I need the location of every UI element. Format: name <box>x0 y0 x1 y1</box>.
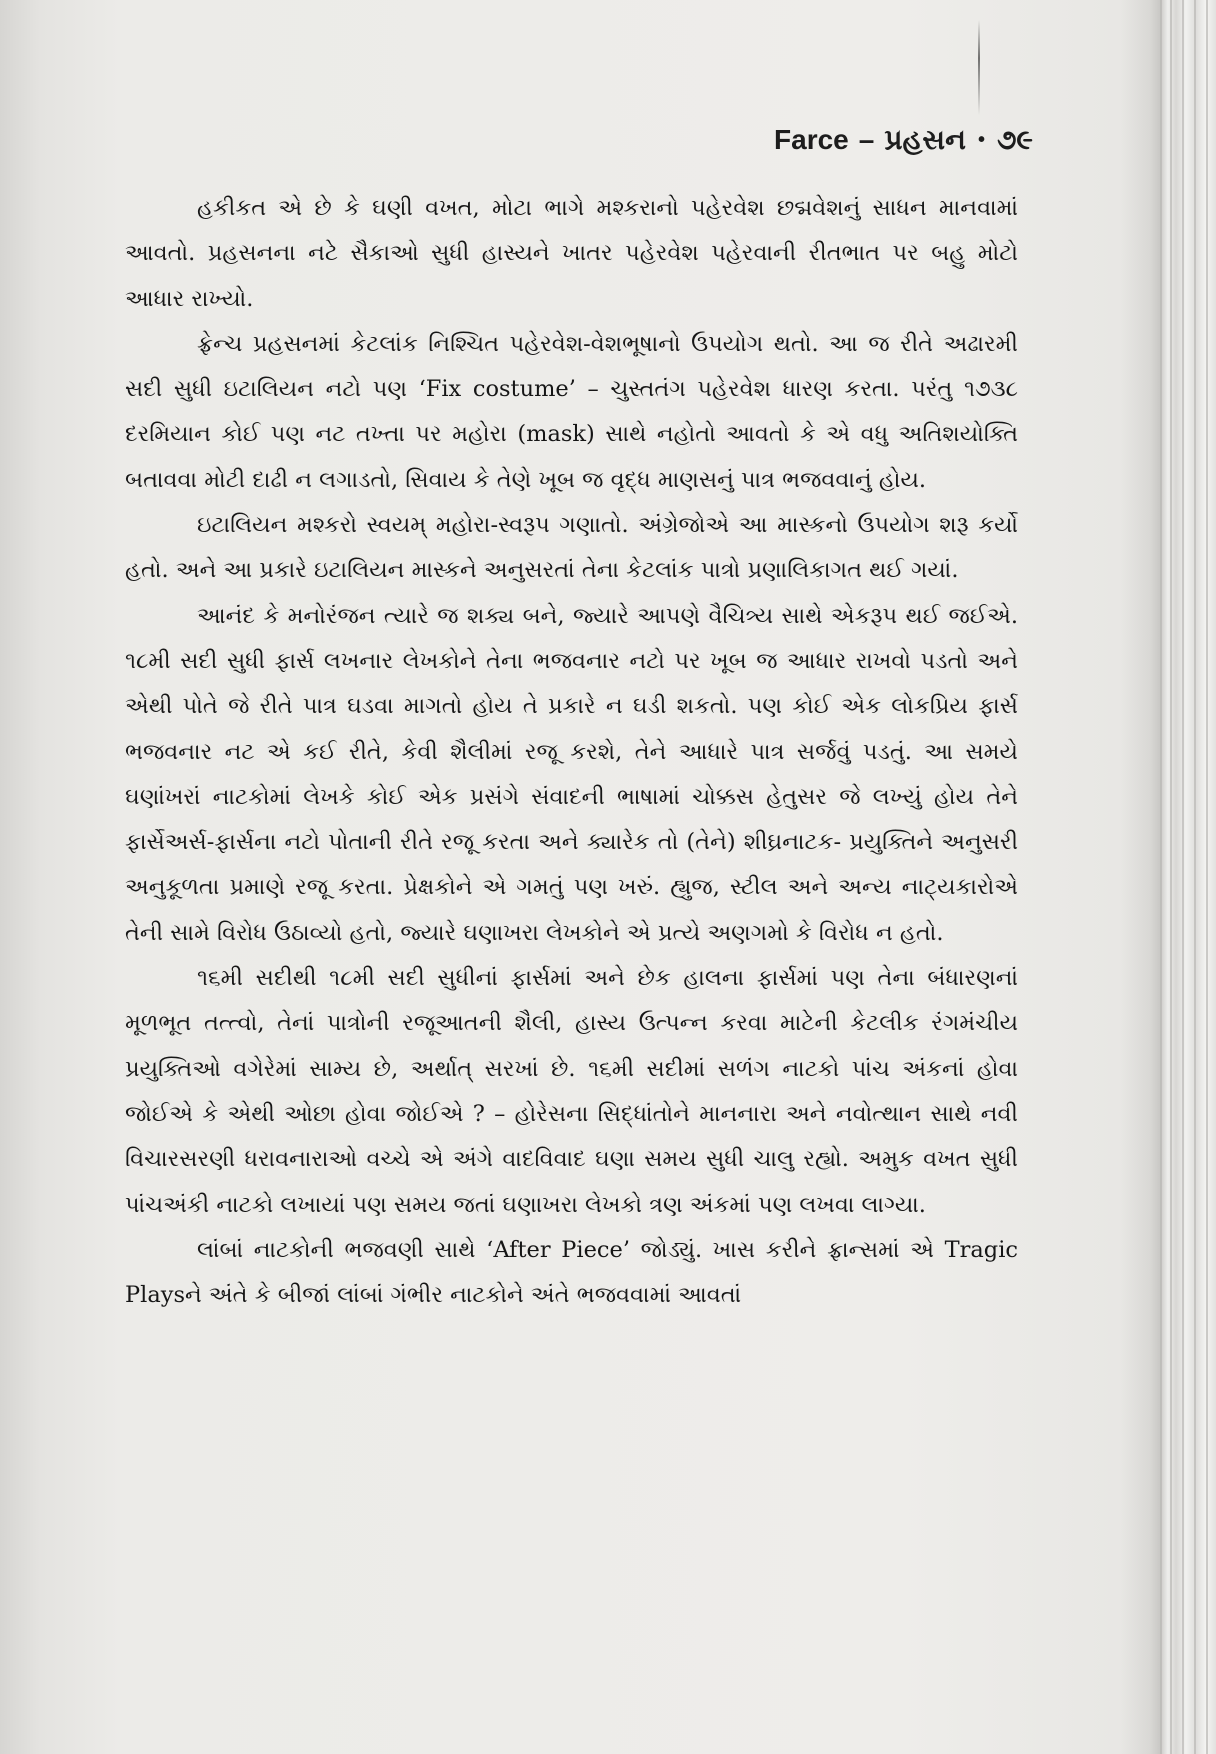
paragraph: આનંદ કે મનોરંજન ત્યારે જ શક્ય બને, જ્યારે આપણે વૈચિત્ર્ય સાથે એકરૂપ થઈ જઈએ. ૧૮મી સદી સુધી ફાર્સ લખનાર લેખકોને તેના ભજવનાર નટો પર ખૂબ જ આધાર રાખવો પડતો અને એથી પોતે જે રીતે પાત્ર ઘડવા માગતો હોય તે પ્રકારે ન ઘડી શકતો. પણ કોઈ એક લોકપ્રિય ફાર્સ ભજવનાર નટ એ કઈ રીતે, કેવી શૈલીમાં રજૂ કરશે, તેને આધારે પાત્ર સર્જવું પડતું. આ સમયે ઘણાંખરાં નાટકોમાં લેખકે કોઈ એક પ્રસંગે સંવાદની ભાષામાં ચોક્કસ હેતુસર જે લખ્યું હોય તેને ફાર્સેઅર્સ-ફાર્સના નટો પોતાની રીતે રજૂ કરતા અને ક્યારેક તો (તેને) શીઘ્રનાટક- પ્રયુક્તિને અનુસરી અનુકૂળતા પ્રમાણે રજૂ કરતા. પ્રેક્ષકોને એ ગમતું પણ ખરું. હ્યુજ, સ્ટીલ અને અન્ય નાટ્યકારોએ તેની સામે વિરોધ ઉઠાવ્યો હતો, જ્યારે ઘણાખરા લેખકોને એ પ્રત્યે અણગમો કે વિરોધ ન હતો. <box>125 602 1018 946</box>
page-stack-edges <box>1156 0 1216 1754</box>
page-number: ૭૯ <box>996 123 1033 155</box>
running-head <box>774 120 1033 160</box>
paragraph: ૧૬મી સદીથી ૧૮મી સદી સુધીનાં ફાર્સમાં અને છેક હાલના ફાર્સમાં પણ તેના બંધારણનાં મૂળભૂત તત્ત્વો, તેનાં પાત્રોની રજૂઆતની શૈલી, હાસ્ય ઉત્પન્ન કરવા માટેની કેટલીક રંગમંચીય પ્રયુક્તિઓ વગેરેમાં સામ્ય છે, અર્થાત્ સરખાં છે. ૧૬મી સદીમાં સળંગ નાટકો પાંચ અંકનાં હોવા જોઈએ કે એથી ઓછા હોવા જોઈએ ? – હોરેસના સિદ્ધાંતોને માનનારા અને નવોત્થાન સાથે નવી વિચારસરણી ધરાવનારાઓ વચ્ચે એ અંગે વાદવિવાદ ઘણા સમય સુધી ચાલુ રહ્યો. અમુક વખત સુધી પાંચઅંકી નાટકો લખાયાં પણ સમય જતાં ઘણાખરા લેખકો ત્રણ અંકમાં પણ લખવા લાગ્યા. <box>125 965 1018 1218</box>
page-crease <box>978 20 980 115</box>
paragraph: હકીકત એ છે કે ઘણી વખત, મોટા ભાગે મશ્કરાનો પહેરવેશ છદ્મવેશનું સાધન માનવામાં આવતો. પ્રહસનના નટે સૈકાઓ સુધી હાસ્યને ખાતર પહેરવેશ પહેરવાની રીતભાત પર બહુ મોટો આધાર રાખ્યો. <box>125 195 1018 312</box>
paragraph: ઇટાલિયન મશ્કરો સ્વયમ્ મહોરા-સ્વરૂપ ગણાતો. અંગ્રેજોએ આ માસ્કનો ઉપયોગ શરૂ કર્યો હતો. અને આ પ્રકારે ઇટાલિયન માસ્કને અનુસરતાં તેના કેટલાંક પાત્રો પ્રણાલિકાગત થઈ ગયાં. <box>125 512 1018 584</box>
header-dash: – <box>858 124 875 155</box>
header-bullet: • <box>977 128 985 151</box>
paragraph: લાંબાં નાટકોની ભજવણી સાથે ‘After Piece’ જોડ્યું. ખાસ કરીને ફ્રાન્સમાં એ Tragic Playsને અંતે કે બીજાં લાંબાં ગંભીર નાટકોને અંતે ભજવવામાં આવતાં <box>125 1236 1018 1309</box>
paragraph: ફ્રેન્ચ પ્રહસનમાં કેટલાંક નિશ્ચિત પહેરવેશ-વેશભૂષાનો ઉપયોગ થતો. આ જ રીતે અઢારમી સદી સુધી ઇટાલિયન નટો પણ ‘Fix costume’ – ચુસ્તતંગ પહેરવેશ ધારણ કરતા. પરંતુ ૧૭૩૮ દરમિયાન કોઈ પણ નટ તખ્તા પર મહોરા (mask) સાથે નહોતો આવતો કે એ વધુ અતિશયોક્તિ બતાવવા મોટી દાઢી ન લગાડતો, સિવાય કે તેણે ખૂબ જ વૃદ્ધ માણસનું પાત્ર ભજવવાનું હોય. <box>125 330 1018 493</box>
body-text <box>125 186 1018 1318</box>
section-title: પ્રહસન <box>884 123 966 155</box>
book-title: Farce <box>774 124 849 155</box>
